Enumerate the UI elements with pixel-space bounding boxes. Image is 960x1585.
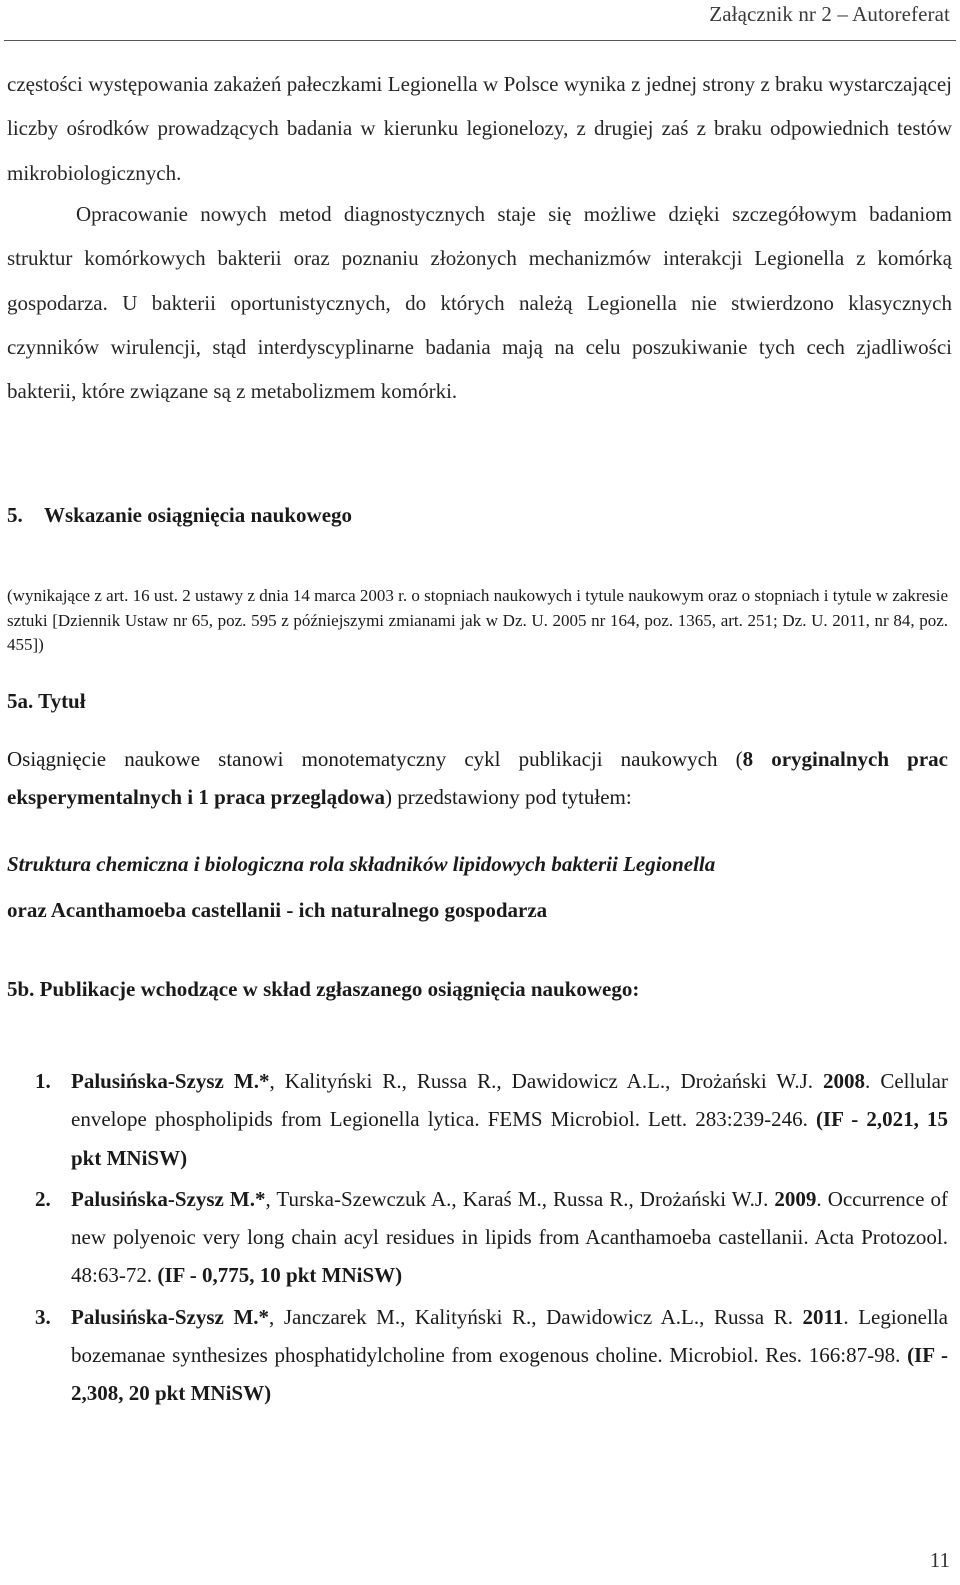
publication-year: 2009 — [774, 1186, 817, 1211]
achievement-title-line-2: oraz Acanthamoeba castellanii - ich naturalnego gospodarza — [7, 898, 548, 922]
publication-impact: (IF - 2,021, 15 pkt MNiSW) — [71, 1107, 948, 1170]
section-5a-heading: 5a. Tytuł — [7, 689, 86, 713]
page-header: Załącznik nr 2 – Autoreferat — [709, 2, 950, 26]
publication-number: 3. — [35, 1304, 51, 1329]
publication-item — [7, 1062, 948, 1177]
section-5b-heading: 5b. Publikacje wchodzące w skład zgłaszanego osiągnięcia naukowego: — [7, 977, 640, 1001]
header-divider — [4, 40, 956, 41]
publication-year: 2011 — [802, 1304, 844, 1329]
section-5-number: 5. — [7, 503, 23, 527]
publication-coauthors: , Turska-Szewczuk A., Karaś M., Russa R., Drożański W.J. — [265, 1186, 775, 1211]
body-paragraph-2: Opracowanie nowych metod diagnostycznych staje się możliwe dzięki szczegółowym badaniom struktur komórkowych bakterii oraz poznaniu złożonych mechanizmów interakcji Legionella z komórką gospodarza. U bakterii oportunistycznych, do których należą Legionella nie stwierdzono klasycznych czynników wirulencji, stąd interdyscyplinarne badania mają na celu poszukiwanie tych cech zjadliwości bakterii, które związane są z metabolizmem komórki. — [7, 202, 952, 404]
publication-citation: . Occurrence of new polyenoic very long chain acyl residues in lipids from Acanthamoeba castellanii. Acta Protozool. 48:63-72. — [71, 1186, 948, 1288]
publication-year: 2008 — [823, 1069, 866, 1093]
publication-number: 1. — [35, 1069, 51, 1093]
publication-list — [7, 1062, 948, 1413]
publication-lead-author: Palusińska-Szysz M.* — [71, 1304, 270, 1329]
publication-lead-author: Palusińska-Szysz M.* — [71, 1186, 266, 1211]
section-5-heading — [7, 503, 352, 528]
intro-publication-count: 8 oryginalnych prac eksperymentalnych i 1 praca przeglądowa — [7, 747, 948, 809]
publication-number: 2. — [35, 1186, 51, 1211]
page-number: 11 — [929, 1548, 950, 1572]
publication-item — [7, 1180, 948, 1295]
body-paragraph-1: częstości występowania zakażeń pałeczkami Legionella w Polsce wynika z jednej strony z braku wystarczającej liczby ośrodków prowadzących badania w kierunku legionelozy, z drugiej zaś z braku odpowiednich testów mikrobiologicznych. — [7, 72, 952, 185]
legal-basis-note: (wynikające z art. 16 ust. 2 ustawy z dnia 14 marca 2003 r. o stopniach naukowych i tytule naukowym oraz o stopniach i tytule w zakresie sztuki [Dziennik Ustaw nr 65, poz. 595 z późniejszymi zmianami jak w Dz. U. 2005 nr 164, poz. 1365, art. 251; Dz. U. 2011, nr 84, poz. 455]) — [7, 586, 948, 655]
intro-text-start: Osiągnięcie naukowe stanowi monotematyczny cykl publikacji naukowych ( — [7, 747, 743, 771]
achievement-intro — [7, 740, 948, 816]
publication-coauthors: , Kalityński R., Russa R., Dawidowicz A.L., Drożański W.J. — [269, 1069, 824, 1093]
publication-item — [7, 1298, 948, 1413]
section-5-title: Wskazanie osiągnięcia naukowego — [44, 503, 353, 527]
publication-impact: (IF - 2,308, 20 pkt MNiSW) — [71, 1343, 948, 1406]
publication-impact: (IF - 0,775, 10 pkt MNiSW) — [157, 1263, 403, 1288]
publication-coauthors: , Janczarek M., Kalityński R., Dawidowicz A.L., Russa R. — [269, 1304, 803, 1329]
publication-citation: . Cellular envelope phospholipids from Legionella lytica. FEMS Microbiol. Lett. 283:239-246. — [71, 1069, 948, 1132]
achievement-title-line-1: Struktura chemiczna i biologiczna rola składników lipidowych bakterii Legionella — [7, 852, 716, 876]
publication-citation: . Legionella bozemanae synthesizes phosphatidylcholine from exogenous choline. Microbiol. Res. 166:87-98. — [71, 1304, 948, 1368]
intro-text-end: ) przedstawiony pod tytułem: — [384, 785, 632, 809]
publication-lead-author: Palusińska-Szysz M.* — [71, 1069, 270, 1093]
